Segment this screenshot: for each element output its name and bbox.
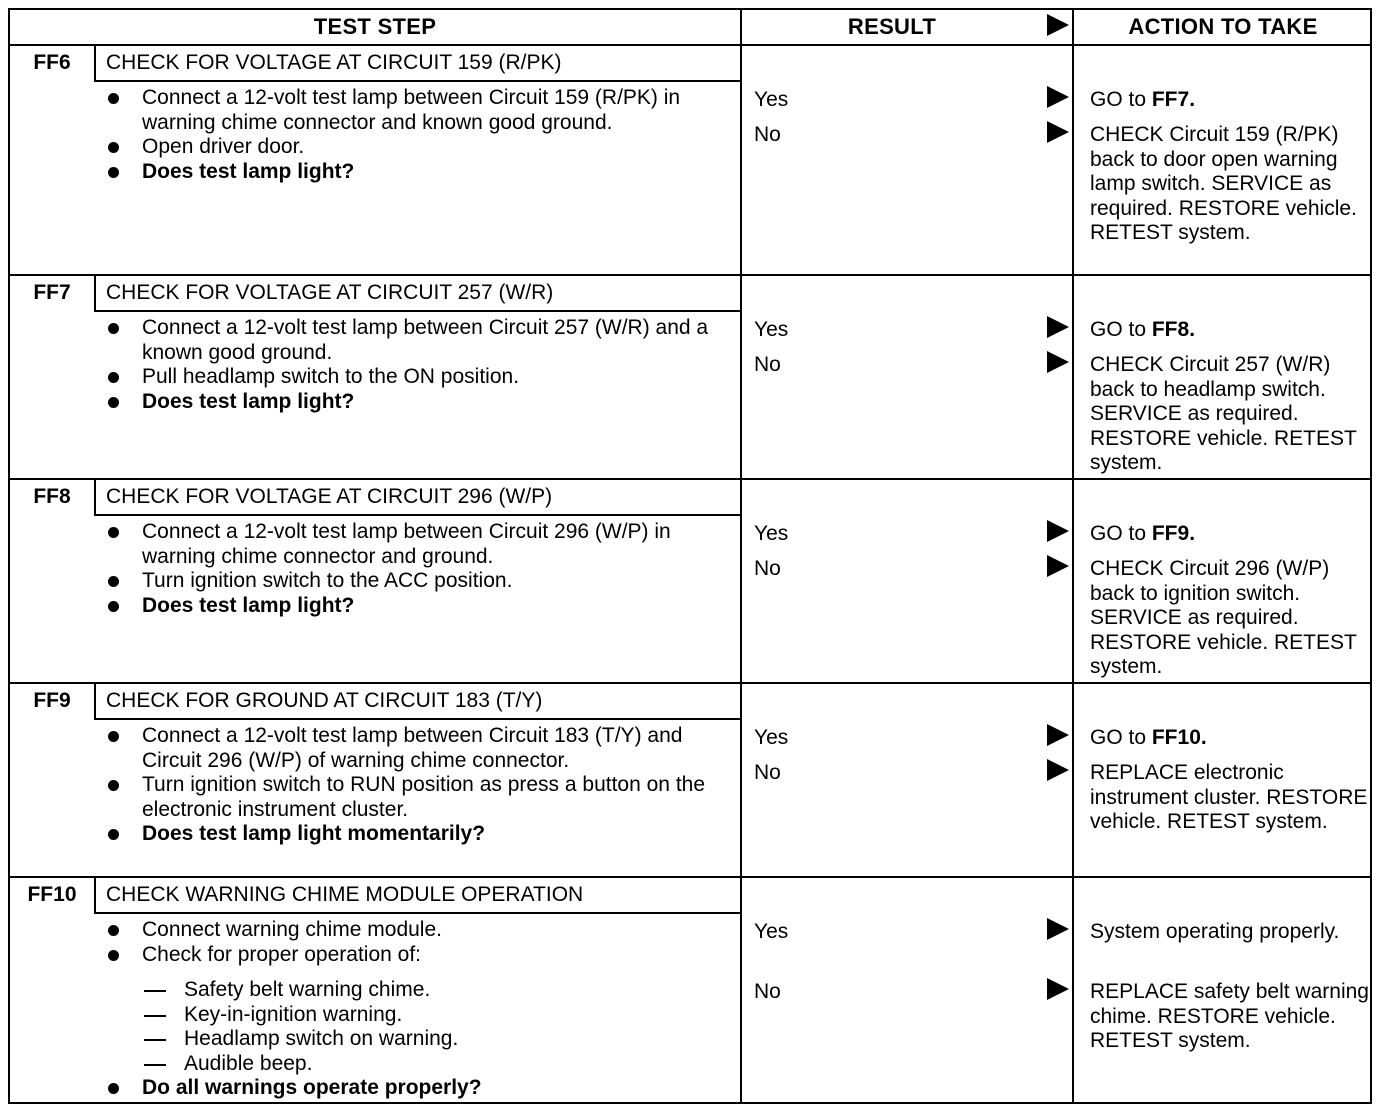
instruction-item: Check for proper operation of:	[106, 943, 726, 968]
diagnostic-table	[8, 8, 1372, 1104]
header-test-step: TEST STEP	[313, 14, 437, 39]
arrow-icon	[1047, 759, 1069, 781]
step-instructions	[106, 86, 726, 184]
check-item: Safety belt warning chime.	[106, 978, 726, 1003]
instruction-item: Connect warning chime module.	[106, 918, 726, 943]
instruction-item: Turn ignition switch to the ACC position.	[106, 569, 726, 594]
step-ff10	[10, 878, 1374, 1104]
step-title: CHECK FOR GROUND AT CIRCUIT 183 (T/Y)	[106, 689, 543, 712]
instruction-question: Does test lamp light?	[106, 594, 726, 619]
arrow-icon	[1047, 978, 1069, 1000]
header-action: ACTION TO TAKE	[1128, 14, 1318, 39]
step-instructions	[106, 724, 726, 847]
action-no: CHECK Circuit 296 (W/P) back to ignition switch. SERVICE as required. RESTORE vehicle. RETEST system.	[1090, 557, 1357, 678]
action-no: REPLACE safety belt warning chime. RESTORE vehicle. RETEST system.	[1090, 980, 1369, 1052]
result-no: No	[754, 761, 781, 784]
check-item: Headlamp switch on warning.	[106, 1027, 726, 1052]
arrow-icon	[1047, 86, 1069, 108]
instruction-item: Connect a 12-volt test lamp between Circuit 296 (W/P) in warning chime connector and ground.	[106, 520, 726, 569]
arrow-icon	[1047, 121, 1069, 143]
arrow-icon	[1047, 316, 1069, 338]
action-no: CHECK Circuit 159 (R/PK) back to door open warning lamp switch. SERVICE as required. RESTORE vehicle. RETEST system.	[1090, 123, 1357, 244]
action-no: CHECK Circuit 257 (W/R) back to headlamp switch. SERVICE as required. RESTORE vehicle. RETEST system.	[1090, 353, 1357, 474]
instruction-question: Does test lamp light momentarily?	[106, 822, 726, 847]
action-no: REPLACE electronic instrument cluster. RESTORE vehicle. RETEST system.	[1090, 761, 1368, 833]
step-title: CHECK FOR VOLTAGE AT CIRCUIT 159 (R/PK)	[106, 51, 562, 74]
action-yes: GO to FF8.	[1090, 318, 1196, 341]
instruction-item: Open driver door.	[106, 135, 726, 160]
result-no: No	[754, 353, 781, 376]
result-no: No	[754, 980, 781, 1003]
check-item: Audible beep.	[106, 1052, 726, 1077]
step-instructions	[106, 316, 726, 414]
step-title: CHECK WARNING CHIME MODULE OPERATION	[106, 883, 584, 906]
arrow-icon	[1047, 918, 1069, 940]
step-id: FF10	[27, 883, 77, 906]
step-id: FF6	[33, 51, 71, 74]
check-item: Key-in-ignition warning.	[106, 1003, 726, 1028]
step-id: FF9	[33, 689, 71, 712]
step-ff9	[10, 684, 1374, 876]
step-ff6	[10, 46, 1374, 274]
result-yes: Yes	[754, 726, 789, 749]
step-ff7	[10, 276, 1374, 478]
instruction-item: Connect a 12-volt test lamp between Circuit 183 (T/Y) and Circuit 296 (W/P) of warning chime connector.	[106, 724, 726, 773]
instruction-item: Connect a 12-volt test lamp between Circuit 159 (R/PK) in warning chime connector and known good ground.	[106, 86, 726, 135]
step-id: FF8	[33, 485, 71, 508]
result-no: No	[754, 123, 781, 146]
step-instructions	[106, 520, 726, 618]
result-yes: Yes	[754, 318, 789, 341]
step-ff8	[10, 480, 1374, 682]
step-title: CHECK FOR VOLTAGE AT CIRCUIT 257 (W/R)	[106, 281, 554, 304]
step-id: FF7	[33, 281, 71, 304]
instruction-item: Turn ignition switch to RUN position as press a button on the electronic instrument cluster.	[106, 773, 726, 822]
action-yes: GO to FF7.	[1090, 88, 1196, 111]
instruction-question: Does test lamp light?	[106, 390, 726, 415]
result-yes: Yes	[754, 522, 789, 545]
instruction-item: Pull headlamp switch to the ON position.	[106, 365, 726, 390]
arrow-icon	[1047, 724, 1069, 746]
instruction-question: Does test lamp light?	[106, 160, 726, 185]
step-instructions	[106, 918, 726, 1101]
action-yes: System operating properly.	[1090, 920, 1340, 943]
instruction-item: Connect a 12-volt test lamp between Circuit 257 (W/R) and a known good ground.	[106, 316, 726, 365]
arrow-icon	[1047, 520, 1069, 542]
step-title: CHECK FOR VOLTAGE AT CIRCUIT 296 (W/P)	[106, 485, 553, 508]
result-no: No	[754, 557, 781, 580]
action-yes: GO to FF9.	[1090, 522, 1196, 545]
action-yes: GO to FF10.	[1090, 726, 1207, 749]
instruction-question: Do all warnings operate properly?	[106, 1076, 726, 1101]
arrow-icon	[1047, 351, 1069, 373]
arrow-icon	[1047, 555, 1069, 577]
result-yes: Yes	[754, 920, 789, 943]
header-arrow-icon	[1047, 14, 1069, 36]
result-yes: Yes	[754, 88, 789, 111]
header-result: RESULT	[847, 14, 937, 39]
